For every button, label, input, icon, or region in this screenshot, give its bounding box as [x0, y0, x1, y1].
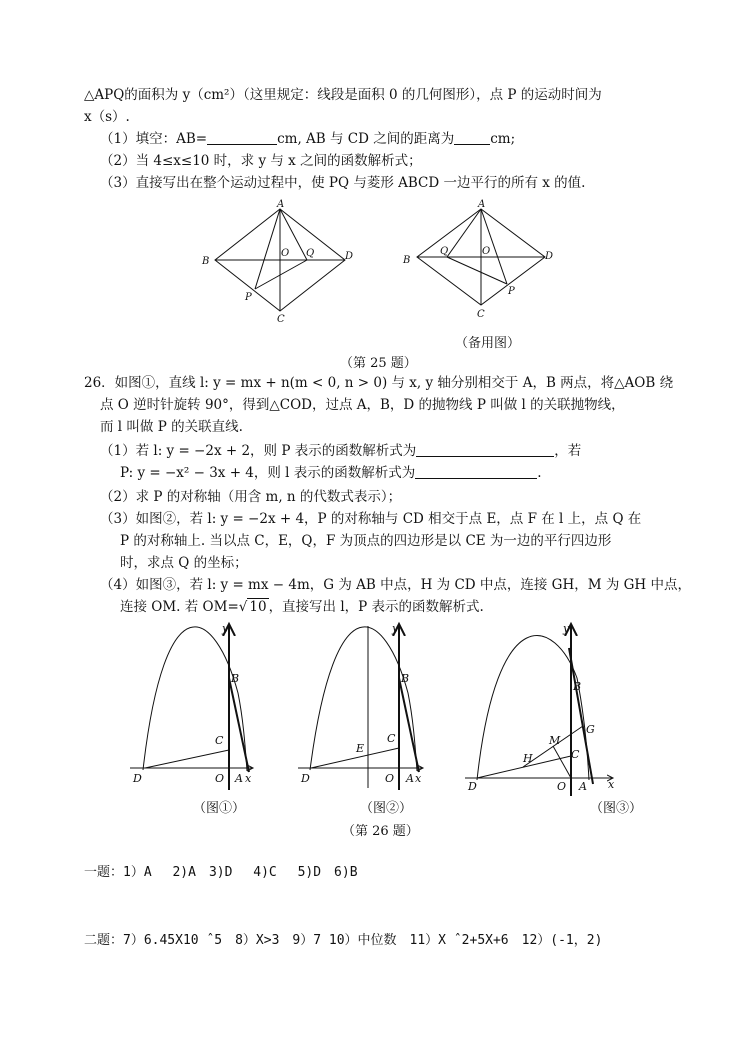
p25-backup-rhombus — [417, 209, 545, 305]
p25-q1-text-a: （1）填空：AB= — [100, 131, 208, 147]
p26-line1: 26．如图①，直线 l: y = mx + n(m < 0, n > 0) 与 x, y 轴分别相交于 A，B 两点，将△AOB 绕 — [84, 375, 674, 391]
p25-q1-blank-ab[interactable] — [207, 130, 277, 145]
p25-q3: （3）直接写出在整个运动过程中，使 PQ 与菱形 ABCD 一边平行的所有 x 的值. — [100, 175, 586, 191]
p26-fig3-label-A: A — [579, 780, 587, 793]
p26-q4-line2: 连接 OM. 若 OM=√ 10 ，直接写出 l，P 表示的函数解析式. — [120, 599, 484, 615]
p25-q1-text-c: cm; — [490, 131, 516, 147]
p26-fig1-label-C: C — [215, 734, 224, 747]
p26-fig3-label-M: M — [549, 734, 561, 747]
p25-backup-label-Q: Q — [440, 246, 449, 257]
p26-fig2-caption: （图②） — [360, 801, 413, 816]
p25-label-O: O — [281, 248, 290, 259]
p25-line1: △APQ的面积为 y（cm²）（这里规定：线段是面积 0 的几何图形），点 P 的运动时间为 — [84, 87, 602, 103]
p25-backup-label-A: A — [478, 199, 486, 210]
p26-fig1-label-A: A — [235, 772, 243, 785]
p26-fig2-label-x: x — [415, 772, 422, 785]
p26-q3-line2: P 的对称轴上. 当以点 C，E，Q，F 为顶点的四边形是以 CE 为一边的平行四边形 — [120, 533, 612, 549]
p26-q1-line2 — [120, 462, 542, 484]
p26-fig1-label-y: y — [222, 622, 229, 635]
p26-figures — [125, 618, 645, 798]
p25-label-B: B — [202, 256, 210, 267]
p26-fig3-label-C: C — [571, 748, 580, 761]
p26-q4-line1: （4）如图③，若 l: y = mx − 4m，G 为 AB 中点，H 为 CD 中点，连接 GH，M 为 GH 中点， — [100, 577, 691, 593]
p26-fig1-label-B: B — [231, 672, 240, 685]
p26-q1-text-c: P: y = −x² − 3x + 4，则 l 表示的函数解析式为 — [120, 465, 416, 481]
p26-figure1 — [130, 624, 253, 790]
p26-fig1-label-x: x — [245, 772, 252, 785]
p26-line3: 而 l 叫做 P 的关联直线. — [100, 419, 243, 435]
p25-label-C: C — [277, 314, 285, 323]
p26-fig2-label-E: E — [356, 742, 365, 755]
p26-fig3-label-B: B — [573, 680, 582, 693]
p26-q1-text-b: ，若 — [554, 443, 582, 459]
p25-backup-label-D: D — [545, 251, 554, 262]
p25-backup-label-P: P — [508, 286, 515, 297]
p26-q1-line1 — [100, 440, 581, 462]
p26-fig2-label-y: y — [392, 622, 399, 635]
p26-q3-line3: 时，求点 Q 的坐标； — [120, 555, 248, 571]
p25-q1 — [100, 128, 515, 150]
p25-backup-label-O: O — [482, 246, 491, 257]
p26-fig3-label-G: G — [586, 723, 595, 736]
p26-fig3-label-H: H — [523, 752, 533, 765]
p26-fig1-caption: （图①） — [193, 801, 246, 816]
p25-label-P: P — [245, 292, 252, 303]
p26-caption: （第 26 题） — [342, 824, 419, 839]
p26-q4-radicand: 10 — [249, 599, 267, 615]
p26-fig2-label-D: D — [301, 772, 310, 785]
p26-fig2-label-A: A — [406, 772, 414, 785]
p25-q1-text-b: cm, AB 与 CD 之间的距离为 — [277, 131, 455, 147]
p25-figures — [195, 198, 565, 323]
answers-line1: 一题：1）A 2)A 3)D 4)C 5)D 6)B — [84, 865, 358, 880]
p26-fig2-label-O: O — [385, 772, 395, 785]
p25-caption: （第 25 题） — [340, 356, 417, 371]
p26-q1-text-a: （1）若 l: y = −2x + 2，则 P 表示的函数解析式为 — [100, 443, 417, 459]
p25-line2: x（s）. — [84, 109, 130, 125]
p26-fig3-label-D: D — [468, 780, 477, 793]
p26-q2: （2）求 P 的对称轴（用含 m, n 的代数式表示）； — [100, 489, 402, 505]
p26-q1-blank-l[interactable] — [415, 464, 537, 479]
p25-backup-label-B: B — [403, 255, 411, 266]
p25-label-D: D — [345, 251, 354, 262]
p26-fig1-label-O: O — [215, 772, 225, 785]
p26-figure2 — [298, 624, 423, 790]
p26-fig1-label-D: D — [133, 772, 142, 785]
p26-q1-blank-p[interactable] — [416, 442, 554, 457]
p26-fig2-label-C: C — [387, 732, 396, 745]
p26-fig3-label-x: x — [608, 778, 615, 791]
p25-backup-caption: （备用图） — [455, 336, 521, 351]
p26-q4-text-a: 连接 OM. 若 OM= — [120, 599, 239, 615]
p26-q3-line1: （3）如图②，若 l: y = −2x + 4，P 的对称轴与 CD 相交于点 E，点 F 在 l 上，点 Q 在 — [100, 511, 642, 527]
p26-figure3 — [465, 624, 613, 796]
p26-q1-text-d: . — [537, 465, 542, 481]
p25-label-A: A — [277, 199, 285, 210]
p26-fig3-caption: （图③） — [590, 801, 643, 816]
p26-fig2-label-B: B — [401, 672, 410, 685]
p25-q2: （2）当 4≤x≤10 时，求 y 与 x 之间的函数解析式； — [100, 153, 422, 169]
p25-label-Q: Q — [306, 248, 315, 259]
p26-q4-text-b: ，直接写出 l，P 表示的函数解析式. — [268, 599, 484, 615]
p26-line2: 点 O 逆时针旋转 90°，得到△COD，过点 A，B，D 的抛物线 P 叫做 l 的关联抛物线， — [100, 397, 625, 413]
p25-q1-blank-distance[interactable] — [454, 130, 490, 145]
p26-fig3-label-O: O — [557, 780, 567, 793]
answers-line2: 二题：7）6.45X10 ˆ5 8）X>3 9）7 10）中位数 11）X ˆ2+5X+6 12）(-1，2) — [84, 933, 603, 948]
p25-main-rhombus — [215, 209, 345, 311]
p26-fig3-label-y: y — [563, 622, 570, 635]
p25-backup-label-C: C — [477, 309, 485, 320]
